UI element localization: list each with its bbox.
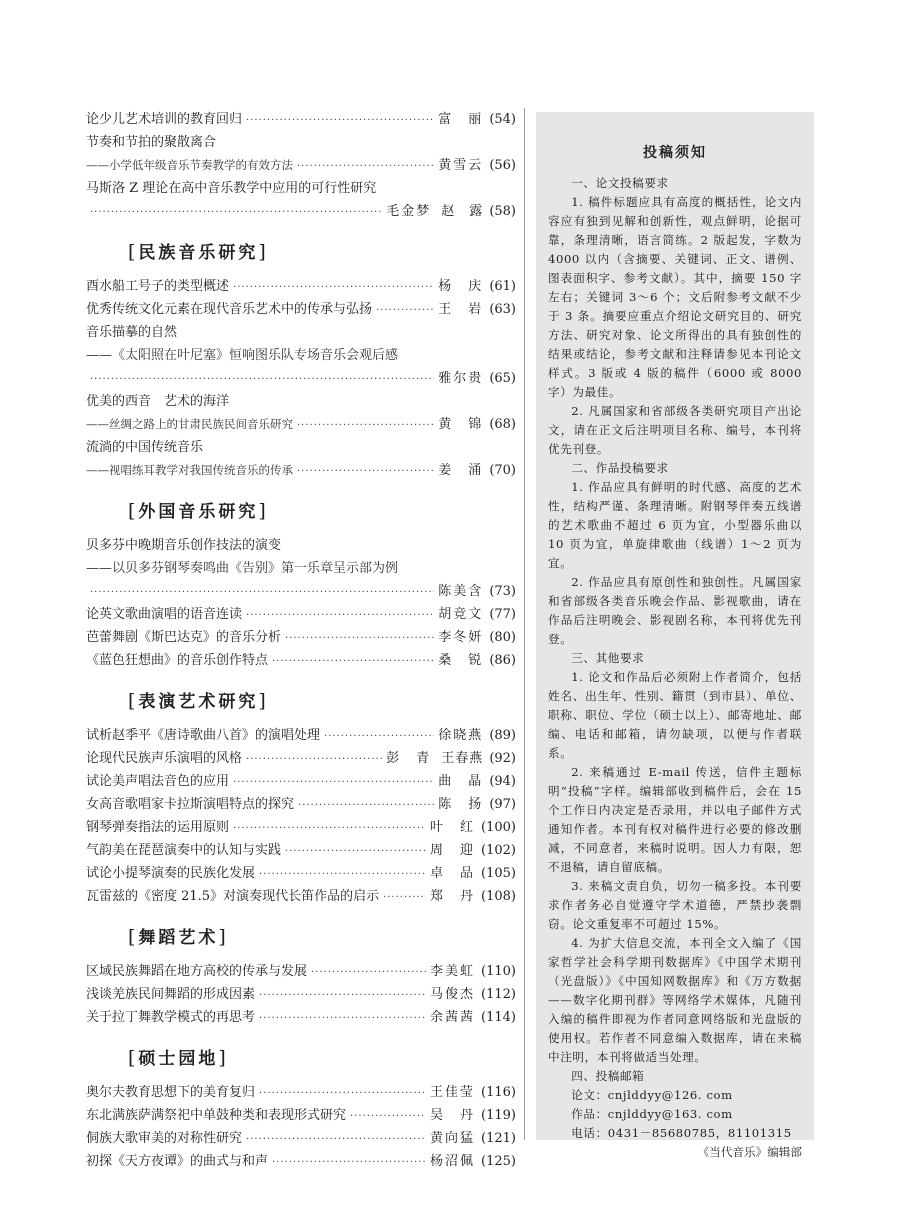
page-number: (100) (481, 820, 516, 835)
section-title: 硕士园地 (138, 1049, 219, 1069)
dot-leader (272, 650, 434, 673)
article-title: 试论小提琴演奏的民族化发展 (86, 866, 256, 881)
article-title: 试论美声唱法音色的应用 (86, 774, 230, 789)
page-number: (63) (489, 302, 516, 317)
page-number: (61) (489, 279, 516, 294)
notice-heading: 电话：0431－85680785，81101315 (571, 1126, 792, 1140)
page-number: (102) (481, 843, 516, 858)
dot-leader (233, 276, 434, 299)
article-title: 奥尔夫教育思想下的美育复归 (86, 1085, 256, 1100)
page-number: (94) (489, 774, 516, 789)
toc-entry (86, 1150, 516, 1173)
author: 李美虹 (430, 964, 476, 979)
toc-entry (86, 816, 516, 839)
toc-entry (86, 367, 516, 390)
page-number: (89) (489, 728, 516, 743)
author: 富 丽 (438, 112, 484, 127)
dot-leader (311, 961, 426, 984)
author: 王春燕 (441, 751, 484, 766)
notice-paragraph: 1. 稿件标题应具有高度的概括性，论文内容应有独到见解和创新性，观点鲜明，论据可靠，条理清晰，语言简练。2 版起发，字数为 4000 以内（含摘要、关键词、正文、谱例、图表面积字、参考文献）。其中，摘要 150 字左右；关键词 3～6 个；文后附参考文献不少于 3 条。摘要应重点介绍论文研究目的、研究方法、研究对象、论文所得出的具有独创性的结果或结论，参考文献和注释请参见本刊论文样式。3 版或 4 版的稿件（6000 或 8000 字）为最佳。 (548, 195, 802, 399)
article-title: 论英文歌曲演唱的语音连读 (86, 607, 243, 622)
page-number: (54) (489, 112, 516, 127)
article-title: 初探《天方夜谭》的曲式与和声 (86, 1154, 269, 1169)
toc-entry (86, 770, 516, 793)
page-number: (77) (489, 607, 516, 622)
article-title: 钢琴弹奏指法的运用原则 (86, 820, 230, 835)
article-title: 优美的西音 艺术的海洋 (86, 394, 230, 409)
toc-entry (86, 603, 516, 626)
article-title: 区域民族舞蹈在地方高校的传承与发展 (86, 964, 308, 979)
toc-entry (86, 200, 516, 223)
toc-entry (86, 983, 516, 1006)
section-heading: [表演艺术研究] (128, 690, 269, 712)
notice-paragraph: 1. 论文和作品后必须附上作者简介，包括姓名、出生年、性别、籍贯（到市县）、单位、职称、职位、学位（硕士以上）、邮寄地址、邮编、电话和邮箱，请勿缺项，以便与作者联系。 (548, 670, 802, 760)
toc-entry (86, 862, 516, 885)
page-number: (112) (481, 987, 516, 1002)
article-title: 侗族大歌审美的对称性研究 (86, 1131, 243, 1146)
section-title: 表演艺术研究 (138, 692, 259, 712)
dot-leader (90, 201, 382, 224)
page-number: (108) (481, 889, 516, 904)
author: 周 迎 (430, 843, 476, 858)
dot-leader (233, 771, 434, 794)
page-number: (105) (481, 866, 516, 881)
page-number: (56) (489, 158, 516, 173)
notice-paragraph: 1. 作品应具有鲜明的时代感、高度的艺术性，结构严谨、条理清晰。附钢琴伴奏五线谱的艺术歌曲不超过 6 页为宜，小型器乐曲以 10 页为宜，单旋律歌曲（线谱）1～2 页为宜。 (548, 480, 802, 570)
author: 马俊杰 (430, 987, 476, 1002)
author: 陈美含 (438, 584, 484, 599)
submission-notice-box (536, 112, 814, 1159)
article-title: 马斯洛 Z 理论在高中音乐教学中应用的可行性研究 (86, 181, 377, 196)
author: 彭 青 (386, 751, 432, 766)
author: 陈 扬 (438, 797, 484, 812)
dot-leader (259, 1082, 426, 1105)
section-heading: [民族音乐研究] (128, 241, 269, 263)
toc-entry (86, 298, 516, 321)
article-title: 节奏和节拍的聚散离合 (86, 135, 217, 150)
dot-leader (233, 817, 426, 840)
page-number: (114) (481, 1010, 516, 1025)
author: 毛金梦 (386, 204, 432, 219)
article-title: 东北满族萨满祭祀中单鼓种类和表现形式研究 (86, 1108, 347, 1123)
article-subtitle: ——小学低年级音乐节奏教学的有效方法 (86, 158, 293, 172)
notice-body (548, 174, 802, 1162)
article-title: 论现代民族声乐演唱的风格 (86, 751, 243, 766)
dot-leader (246, 604, 434, 627)
article-title: 酉水船工号子的类型概述 (86, 279, 230, 294)
column-divider (524, 108, 525, 1140)
article-title: 气韵美在琵琶演奏中的认知与实践 (86, 843, 282, 858)
dot-leader (259, 863, 426, 886)
author: 杨 庆 (438, 279, 484, 294)
article-title: 浅谈羌族民间舞蹈的形成因素 (86, 987, 256, 1002)
article-title: 《蓝色狂想曲》的音乐创作特点 (86, 653, 269, 668)
notice-title: 投稿须知 (643, 145, 707, 161)
notice-heading: 四、投稿邮箱 (571, 1069, 645, 1083)
page-number: (119) (481, 1108, 516, 1123)
article-title: 芭蕾舞剧《斯巴达克》的音乐分析 (86, 630, 282, 645)
author: 杨沼佩 (430, 1154, 476, 1169)
section-title: 舞蹈艺术 (138, 928, 219, 948)
toc-entry (86, 724, 516, 747)
dot-leader (246, 109, 434, 132)
page-number: (97) (489, 797, 516, 812)
page-number: (58) (489, 204, 516, 219)
author: 姜 涌 (438, 463, 484, 478)
table-of-contents (86, 108, 516, 1173)
author: 胡竞文 (438, 607, 484, 622)
article-subtitle: ——丝绸之路上的甘肃民族民间音乐研究 (86, 417, 293, 431)
notice-paragraph: 2. 作品应具有原创性和独创性。凡属国家和省部级各类音乐晚会作品、影视歌曲，请在作品后注明晚会、影视剧名称，本刊将优先刊登。 (548, 575, 802, 646)
toc-entry (86, 1104, 516, 1127)
dot-leader (350, 1105, 426, 1128)
author: 桑 锐 (438, 653, 484, 668)
toc-entry (86, 649, 516, 672)
toc-entry (86, 1081, 516, 1104)
dot-leader (90, 368, 434, 391)
dot-leader (324, 725, 434, 748)
article-title: 论少儿艺术培训的教育回归 (86, 112, 243, 127)
toc-entry (86, 413, 516, 436)
author: 曲 晶 (438, 774, 484, 789)
author: 余茜茜 (430, 1010, 476, 1025)
page-number: (116) (481, 1085, 516, 1100)
dot-leader (246, 1128, 426, 1151)
author: 王 岩 (438, 302, 484, 317)
page-number: (68) (489, 417, 516, 432)
notice-signature: 《当代音乐》编辑部 (697, 1145, 802, 1159)
toc-entry (86, 747, 516, 770)
toc-entry (86, 108, 516, 131)
author: 黄 锦 (438, 417, 484, 432)
notice-heading: 三、其他要求 (571, 651, 645, 665)
article-title: 优秀传统文化元素在现代音乐艺术中的传承与弘扬 (86, 302, 373, 317)
page-number: (70) (489, 463, 516, 478)
author: 郑 丹 (430, 889, 476, 904)
toc-entry (86, 793, 516, 816)
dot-leader (90, 581, 434, 604)
dot-leader (383, 886, 426, 909)
section-title: 民族音乐研究 (138, 243, 259, 263)
toc-entry (86, 960, 516, 983)
notice-paragraph: 4. 为扩大信息交流，本刊全文入编了《国家哲学社会科学期刊数据库》《中国学术期刊（光盘版）》《中国知网数据库》和《万方数据——数字化期刊群》等网络学术媒体，凡随刊入编的稿件即视为作者同意网络版和光盘版的使用权。若作者不同意编入数据库，请在来稿中注明，本刊将做适当处理。 (548, 936, 802, 1064)
author: 黄雪云 (438, 158, 484, 173)
dot-leader (297, 414, 434, 437)
notice-heading: 作品：cnjlddyy@163. com (571, 1107, 733, 1121)
notice-paragraph: 3. 来稿文责自负，切勿一稿多投。本刊要求作者务必自觉遵守学术道德，严禁抄袭剽窃。论文重复率不可超过 15%。 (548, 879, 802, 931)
toc-entry (86, 275, 516, 298)
author: 王佳莹 (430, 1085, 476, 1100)
section-title: 外国音乐研究 (138, 502, 259, 522)
dot-leader (272, 1151, 426, 1174)
article-subtitle: ——视唱练耳教学对我国传统音乐的传承 (86, 463, 293, 477)
toc-entry (86, 580, 516, 603)
dot-leader (298, 794, 434, 817)
article-title: 贝多芬中晚期音乐创作技法的演变 (86, 538, 282, 553)
toc-entry (86, 885, 516, 908)
section-heading: [外国音乐研究] (128, 500, 269, 522)
page-number: (73) (489, 584, 516, 599)
toc-entry (86, 154, 516, 177)
toc-entry (86, 626, 516, 649)
toc-entry (86, 1127, 516, 1150)
notice-paragraph: 2. 来稿通过 E-mail 传送，信件主题标明“投稿”字样。编辑部收到稿件后，会在 15 个工作日内决定是否录用，并以电子邮件方式通知作者。本刊有权对稿件进行必要的修改删减，不同意者，来稿时说明。因人力有限，恕不退稿，请自留底稿。 (548, 765, 802, 874)
toc-entry (86, 459, 516, 482)
author: 黄向猛 (430, 1131, 476, 1146)
notice-paragraph: 2. 凡属国家和省部级各类研究项目产出论文，请在正文后注明项目名称、编号，本刊将优先刊登。 (548, 404, 802, 456)
article-subtitle: ——《太阳照在叶尼塞》恒响图乐队专场音乐会观后感 (86, 348, 399, 363)
page-number: (125) (481, 1154, 516, 1169)
author: 李冬妍 (438, 630, 484, 645)
dot-leader (376, 299, 434, 322)
article-title: 关于拉丁舞教学模式的再思考 (86, 1010, 256, 1025)
article-title: 音乐描摹的自然 (86, 325, 178, 340)
section-heading: [硕士园地] (128, 1047, 229, 1069)
dot-leader (259, 1007, 426, 1030)
dot-leader (285, 627, 434, 650)
dot-leader (285, 840, 426, 863)
notice-heading: 论文：cnjlddyy@126. com (571, 1088, 733, 1102)
author: 赵 露 (441, 204, 484, 219)
author: 卓 品 (430, 866, 476, 881)
author: 雅尔贵 (438, 371, 484, 386)
page-number: (110) (481, 964, 516, 979)
page-number: (121) (481, 1131, 516, 1146)
dot-leader (297, 460, 434, 483)
author: 叶 红 (430, 820, 476, 835)
notice-heading: 二、作品投稿要求 (571, 461, 669, 475)
article-subtitle: ——以贝多芬钢琴奏鸣曲《告别》第一乐章呈示部为例 (86, 561, 399, 576)
toc-entry (86, 839, 516, 862)
dot-leader (297, 155, 434, 178)
page-number: (65) (489, 371, 516, 386)
article-title: 瓦雷兹的《密度 21.5》对演奏现代长笛作品的启示 (86, 889, 380, 904)
article-title: 流淌的中国传统音乐 (86, 440, 204, 455)
author: 吴 丹 (430, 1108, 476, 1123)
toc-entry (86, 1006, 516, 1029)
page-number: (80) (489, 630, 516, 645)
dot-leader (259, 984, 426, 1007)
notice-heading: 一、论文投稿要求 (571, 176, 669, 190)
section-heading: [舞蹈艺术] (128, 926, 229, 948)
author: 徐晓燕 (438, 728, 484, 743)
article-title: 试析赵季平《唐诗歌曲八首》的演唱处理 (86, 728, 321, 743)
dot-leader (246, 748, 382, 771)
page-number: (92) (489, 751, 516, 766)
article-title: 女高音歌唱家卡拉斯演唱特点的探究 (86, 797, 295, 812)
page-number: (86) (489, 653, 516, 668)
